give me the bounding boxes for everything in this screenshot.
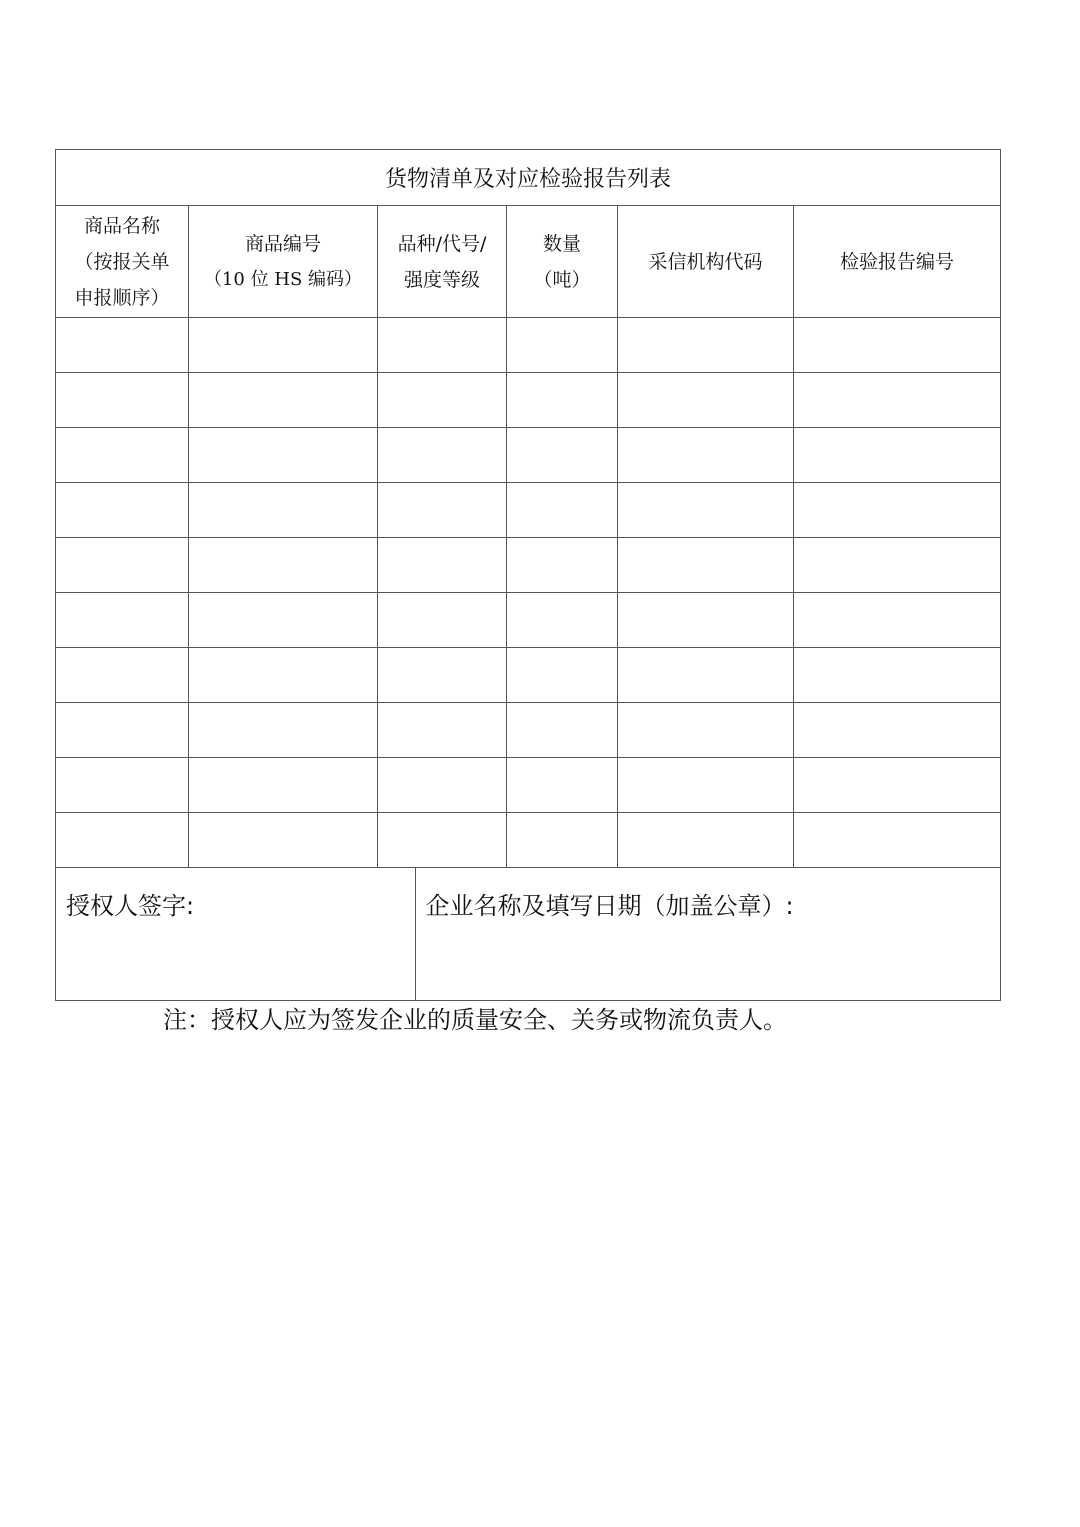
table-row: [56, 538, 1001, 593]
table-cell[interactable]: [189, 593, 378, 648]
table-cell[interactable]: [507, 428, 618, 483]
table-row: [56, 758, 1001, 813]
table-cell[interactable]: [794, 483, 1001, 538]
footer-row: [56, 868, 1001, 1001]
data-rows: [56, 318, 1001, 868]
table-row: [56, 428, 1001, 483]
table-cell[interactable]: [507, 318, 618, 373]
header-line: 申报顺序）: [74, 286, 170, 309]
footer-inner: [56, 868, 1000, 1000]
table-cell[interactable]: [507, 593, 618, 648]
table-cell[interactable]: [507, 703, 618, 758]
table-cell[interactable]: [56, 483, 189, 538]
header-line: 强度等级: [403, 268, 480, 291]
footnote: 注：授权人应为签发企业的质量安全、关务或物流负责人。: [163, 1006, 787, 1034]
table-cell[interactable]: [189, 483, 378, 538]
table-cell[interactable]: [794, 538, 1001, 593]
table-cell[interactable]: [618, 593, 794, 648]
table-cell[interactable]: [794, 813, 1001, 868]
table-cell[interactable]: [378, 758, 507, 813]
table-cell[interactable]: [618, 648, 794, 703]
header-line: （10 位 HS 编码）: [203, 268, 363, 290]
table-cell[interactable]: [189, 648, 378, 703]
table-cell[interactable]: [794, 703, 1001, 758]
header-line: 检验报告编号: [840, 250, 955, 273]
table-cell[interactable]: [794, 593, 1001, 648]
header-line: （按报关单: [74, 250, 170, 273]
table-row: [56, 648, 1001, 703]
table-cell[interactable]: [618, 318, 794, 373]
table-cell[interactable]: [56, 703, 189, 758]
table-cell[interactable]: [189, 373, 378, 428]
header-line: 商品名称: [83, 214, 160, 237]
table-cell[interactable]: [189, 758, 378, 813]
table-cell[interactable]: [507, 538, 618, 593]
table-cell[interactable]: [378, 648, 507, 703]
col-header-agency-code: [618, 206, 794, 318]
table-cell[interactable]: [189, 813, 378, 868]
table-cell[interactable]: [794, 373, 1001, 428]
header-line: 品种/代号/: [397, 232, 487, 255]
company-date-label: 企业名称及填写日期（加盖公章）:: [425, 892, 794, 920]
table-row: [56, 703, 1001, 758]
table-cell[interactable]: [794, 758, 1001, 813]
table-row: [56, 318, 1001, 373]
header-line: （吨）: [533, 268, 591, 291]
table-cell[interactable]: [507, 483, 618, 538]
table-cell[interactable]: [378, 703, 507, 758]
col-header-variety-grade: [378, 206, 507, 318]
table-row: [56, 813, 1001, 868]
table-cell[interactable]: [794, 318, 1001, 373]
table-cell[interactable]: [618, 373, 794, 428]
col-header-quantity: [507, 206, 618, 318]
header-line: 采信机构代码: [648, 250, 763, 273]
table-cell[interactable]: [56, 373, 189, 428]
table-cell[interactable]: [507, 813, 618, 868]
table-cell[interactable]: [618, 703, 794, 758]
table-cell[interactable]: [378, 483, 507, 538]
header-line: 数量: [542, 232, 581, 255]
col-header-product-name: [56, 206, 189, 318]
col-header-report-number: [794, 206, 1001, 318]
table-cell[interactable]: [378, 318, 507, 373]
header-line: 商品编号: [244, 232, 321, 255]
table-cell[interactable]: [378, 538, 507, 593]
table-row: [56, 593, 1001, 648]
table-cell[interactable]: [507, 373, 618, 428]
table-cell[interactable]: [56, 593, 189, 648]
table-cell[interactable]: [189, 428, 378, 483]
table-cell[interactable]: [378, 593, 507, 648]
table-cell[interactable]: [378, 428, 507, 483]
table-cell[interactable]: [618, 538, 794, 593]
table-cell[interactable]: [56, 648, 189, 703]
signature-label: 授权人签字:: [66, 892, 195, 920]
table-cell[interactable]: [189, 538, 378, 593]
table-cell[interactable]: [618, 813, 794, 868]
table-title: 货物清单及对应检验报告列表: [56, 150, 1001, 206]
table-cell[interactable]: [618, 758, 794, 813]
company-date-field[interactable]: [415, 868, 1000, 1000]
table-cell[interactable]: [189, 318, 378, 373]
table-cell[interactable]: [794, 648, 1001, 703]
table-cell[interactable]: [56, 758, 189, 813]
table-cell[interactable]: [56, 538, 189, 593]
table-cell[interactable]: [56, 428, 189, 483]
table-row: [56, 373, 1001, 428]
table-cell[interactable]: [378, 373, 507, 428]
table-cell[interactable]: [189, 703, 378, 758]
table-row: [56, 483, 1001, 538]
table-cell[interactable]: [56, 318, 189, 373]
col-header-product-code: [189, 206, 378, 318]
table-cell[interactable]: [618, 483, 794, 538]
table-cell[interactable]: [507, 758, 618, 813]
table-cell[interactable]: [378, 813, 507, 868]
inspection-list-table: [55, 149, 1001, 1001]
signature-field[interactable]: [56, 868, 415, 1000]
table-cell[interactable]: [507, 648, 618, 703]
table-cell[interactable]: [794, 428, 1001, 483]
table-cell[interactable]: [56, 813, 189, 868]
table-cell[interactable]: [618, 428, 794, 483]
